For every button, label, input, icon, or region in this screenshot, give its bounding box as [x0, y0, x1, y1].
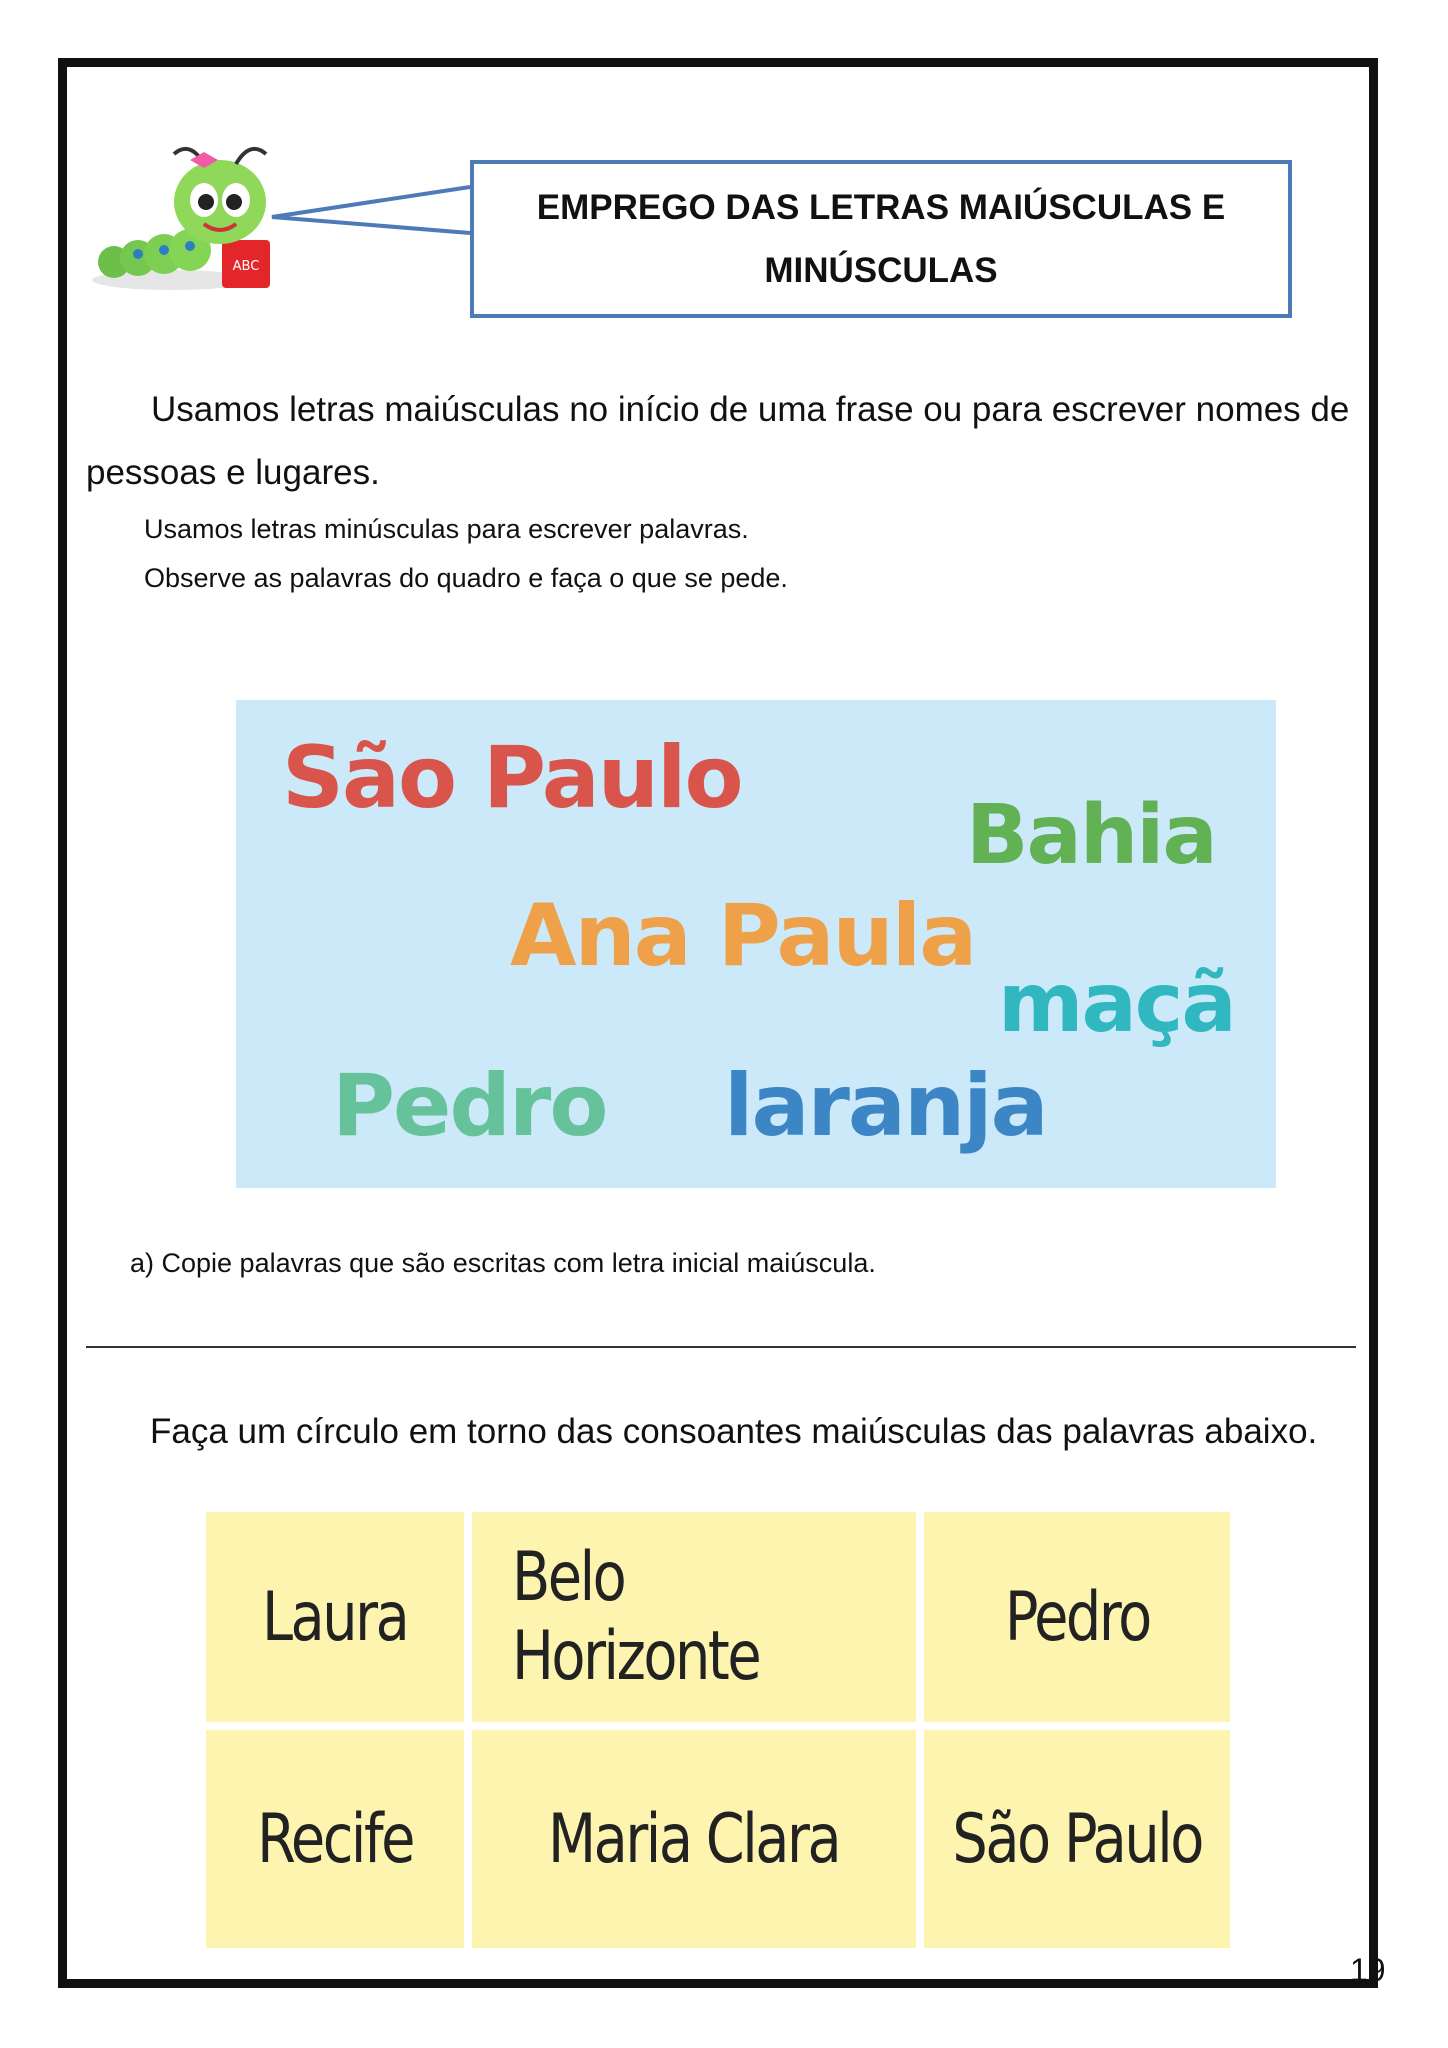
grid-cell[interactable]: Belo Horizonte [472, 1512, 916, 1722]
word-ana-paula: Ana Paula [510, 886, 976, 986]
grid-cell[interactable]: Recife [206, 1730, 464, 1948]
grid-cell[interactable]: Maria Clara [472, 1730, 916, 1948]
page-title-line1: EMPREGO DAS LETRAS MAIÚSCULAS E [536, 188, 1226, 227]
word-bahia: Bahia [966, 788, 1216, 883]
word-grid [206, 1512, 1230, 1952]
grid-cell[interactable]: São Paulo [924, 1730, 1230, 1948]
intro-paragraph: Usamos letras maiúsculas no início de uma frase ou para escrever nomes de pessoas e lugares. [86, 390, 1350, 492]
word-pedro: Pedro [332, 1056, 607, 1156]
title-box [470, 160, 1292, 318]
word-sao-paulo: São Paulo [282, 728, 742, 828]
word-maca: maçã [998, 956, 1235, 1051]
word-box [236, 700, 1276, 1188]
page-title-line2: MINÚSCULAS [764, 251, 998, 290]
grid-cell[interactable]: Pedro [924, 1512, 1230, 1722]
instruction-circle: Faça um círculo em torno das consoantes maiúsculas das palavras abaixo. [150, 1412, 1318, 1451]
intro-line-3: Observe as palavras do quadro e faça o que se pede. [144, 563, 788, 593]
page-number: 19 [1350, 1952, 1386, 1988]
grid-cell[interactable]: Laura [206, 1512, 464, 1722]
question-a: a) Copie palavras que são escritas com letra inicial maiúscula. [130, 1248, 876, 1278]
speech-pointer [270, 175, 480, 245]
abc-badge: ABC [232, 259, 260, 274]
intro-line-2: Usamos letras minúsculas para escrever palavras. [144, 514, 749, 544]
word-laranja: laranja [724, 1056, 1047, 1156]
answer-line[interactable] [86, 1346, 1356, 1348]
